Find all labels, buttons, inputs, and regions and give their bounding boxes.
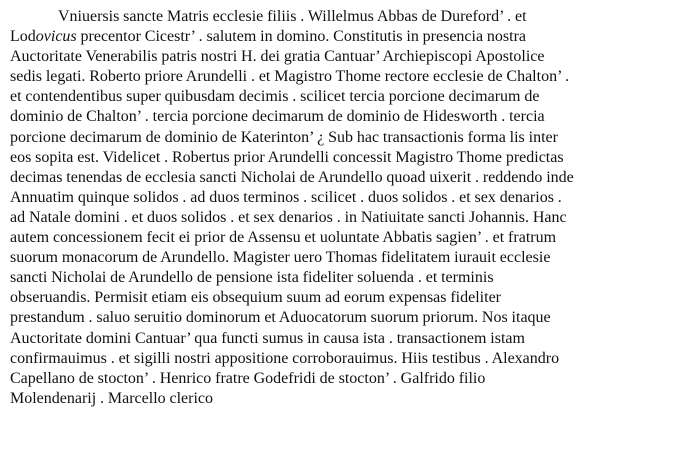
text-line: Auctoritate Venerabilis patris nostri H. dei gratia Cantuar’ Archiepiscopi Apostolice [10, 48, 545, 66]
italic-name-segment: ovicus [35, 28, 77, 46]
text-line: obseruandis. Permisit etiam eis obsequium suum ad eorum expensas fideliter [10, 289, 501, 307]
text-line: et contendentibus super quibusdam decimis . scilicet tercia porcione decimarum de [10, 88, 540, 106]
text-line: sancti Nicholai de Arundello de pensione ista fideliter soluenda . et terminis [10, 269, 494, 287]
text-line-rest: precentor Cicestr’ . salutem in domino. Constitutis in presencia nostra [80, 28, 527, 46]
text-line: Molendenarij . Marcello clerico [10, 389, 214, 407]
text-line: Vniuersis sancte Matris ecclesie filiis . Willelmus Abbas de Dureford’ . et [58, 8, 527, 25]
text-line: suorum monacorum de Arundello. Magister uero Thomas fidelitatem iurauit ecclesie [10, 249, 551, 267]
text-line: porcione decimarum de dominio de Katerinton’ ¿ Sub hac transactionis forma lis inter [10, 128, 558, 146]
text-line: ad Natale domini . et duos solidos . et sex denarios . in Natiuitate sancti Johannis. Hanc [10, 208, 567, 226]
text-line: eos sopita est. Videlicet . Robertus prior Arundelli concessit Magistro Thome predictas [10, 148, 564, 166]
text-line: decimas tenendas de ecclesia sancti Nicholai de Arundello quoad uixerit . reddendo inde [10, 168, 574, 186]
name-prefix: Lod [10, 28, 36, 46]
text-line: autem concessionem fecit ei prior de Assensu et uoluntate Abbatis sagien’ . et fratrum [10, 229, 557, 247]
text-line: Capellano de stocton’ . Henrico fratre Godefridi de stocton’ . Galfrido filio [10, 369, 486, 387]
document-body [10, 7, 690, 409]
text-line: prestandum . saluo seruitio dominorum et Aduocatorum suorum priorum. Nos itaque [10, 309, 551, 327]
text-line: Auctoritate domini Cantuar’ qua functi sumus in causa ista . transactionem istam [10, 329, 525, 347]
text-line: dominio de Chalton’ . tercia porcione decimarum de dominio de Hidesworth . tercia [10, 108, 545, 126]
text-line: Annuatim quinque solidos . ad duos terminos . scilicet . duos solidos . et sex denarios . [10, 188, 562, 206]
text-line: confirmauimus . et sigilli nostri appositione corroborauimus. Hiis testibus . Alexandro [10, 349, 560, 367]
text-line [10, 27, 690, 47]
text-line: sedis legati. Roberto priore Arundelli . et Magistro Thome rectore ecclesie de Chalton’ . [10, 68, 570, 86]
